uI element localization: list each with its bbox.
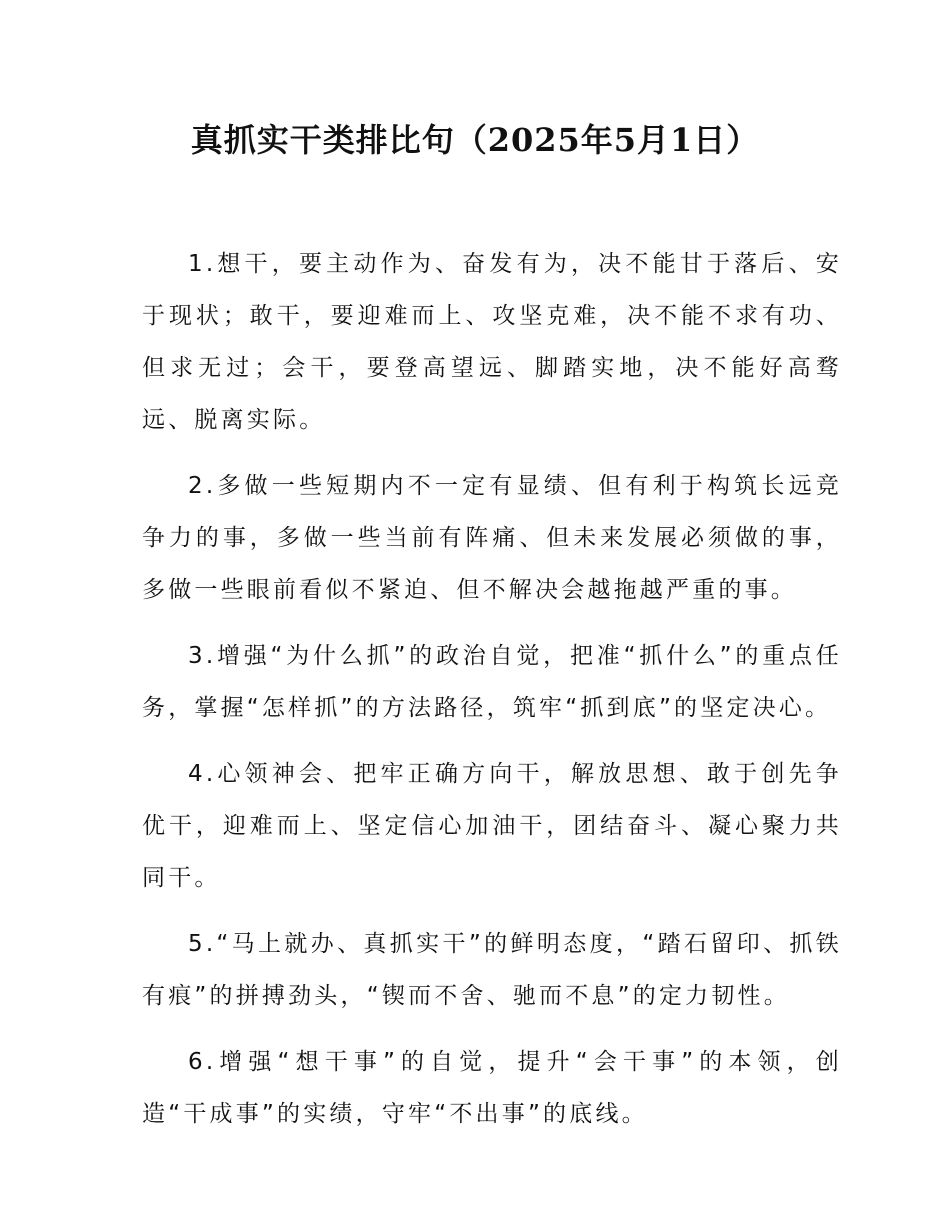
paragraph-3: 3.增强“为什么抓”的政治自觉，把准“抓什么”的重点任务，掌握“怎样抓”的方法路径，筑牢“抓到底”的坚定决心。 [142, 643, 842, 721]
document-title: 真抓实干类排比句（2025年5月1日） [190, 121, 760, 159]
paragraph-1: 1.想干，要主动作为、奋发有为，决不能甘于落后、安于现状；敢干，要迎难而上、攻坚克难，决不能不求有功、但求无过；会干，要登高望远、脚踏实地，决不能好高骛远、脱离实际。 [142, 251, 842, 433]
document-body [142, 238, 842, 1154]
paragraph-6: 6.增强“想干事”的自觉，提升“会干事”的本领，创造“干成事”的实绩，守牢“不出事”的底线。 [142, 1049, 842, 1127]
paragraph-2: 2.多做一些短期内不一定有显绩、但有利于构筑长远竞争力的事，多做一些当前有阵痛、但未来发展必须做的事，多做一些眼前看似不紧迫、但不解决会越拖越严重的事。 [142, 473, 842, 603]
paragraph-4: 4.心领神会、把牢正确方向干，解放思想、敢于创先争优干，迎难而上、坚定信心加油干，团结奋斗、凝心聚力共同干。 [142, 761, 842, 891]
paragraph-5: 5.“马上就办、真抓实干”的鲜明态度，“踏石留印、抓铁有痕”的拼搏劲头，“锲而不舍、驰而不息”的定力韧性。 [142, 931, 842, 1009]
